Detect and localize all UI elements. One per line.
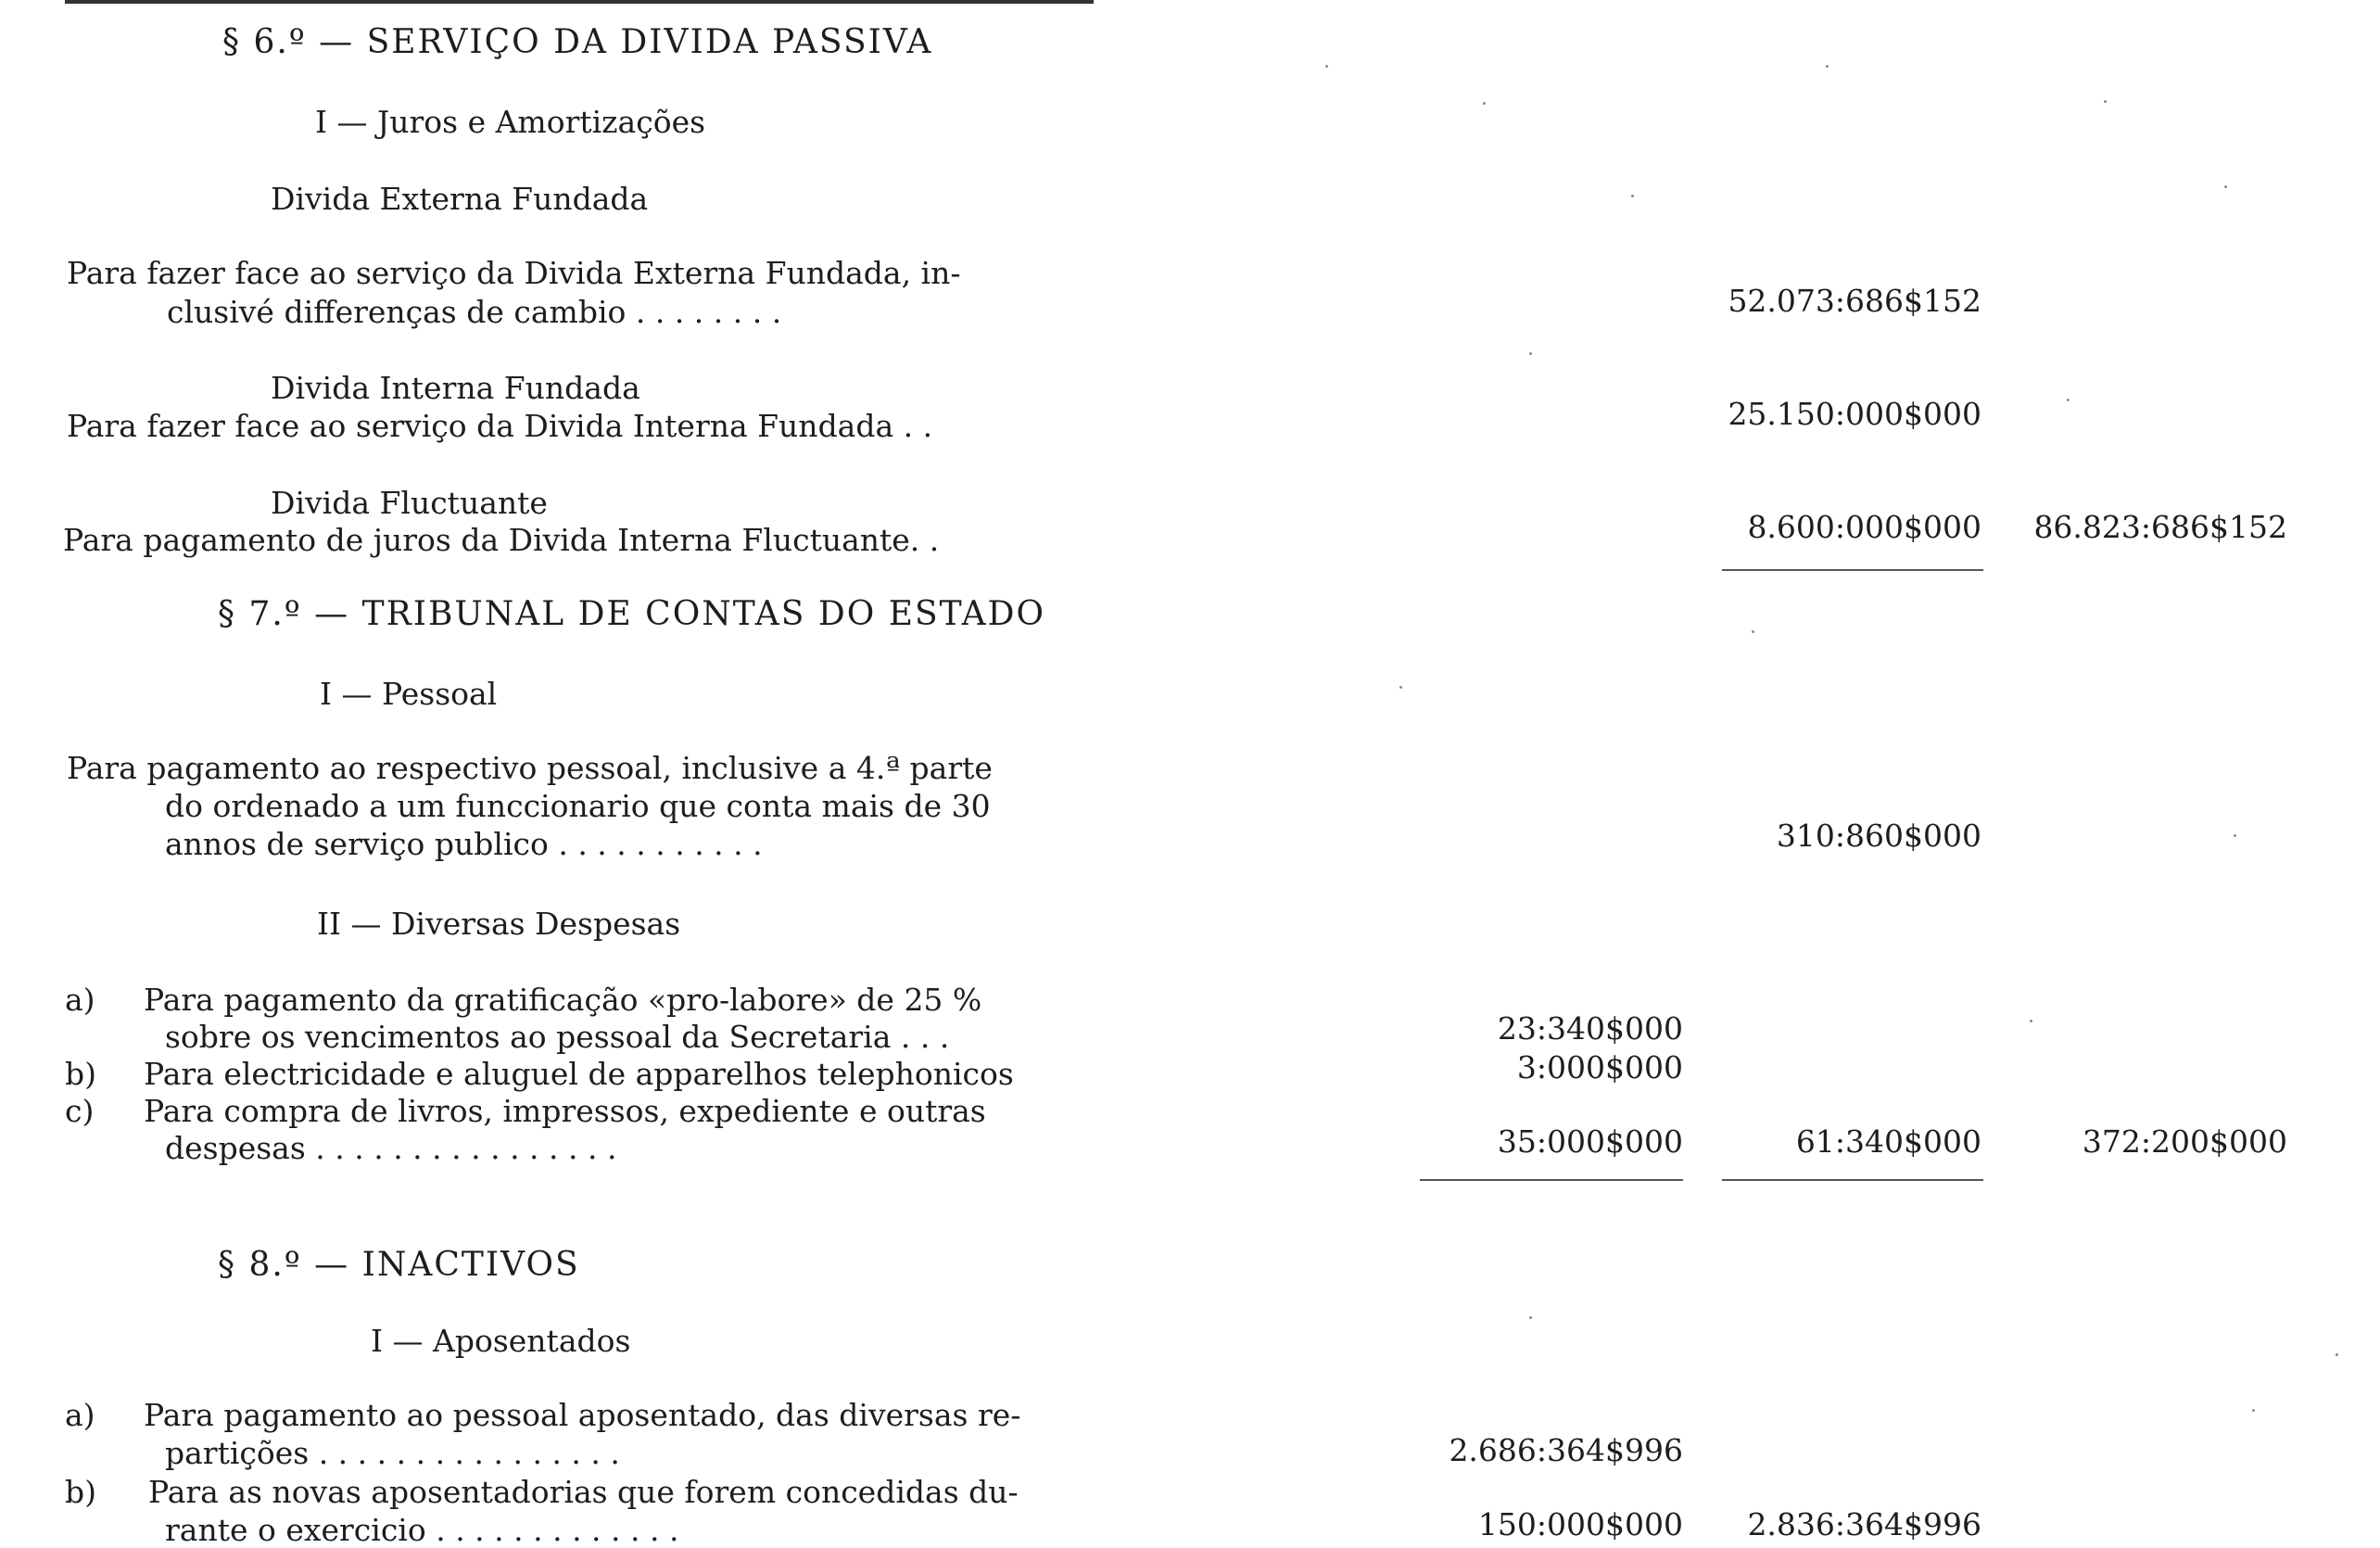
personnel-line1: Para pagamento ao respectivo pessoal, inclusive a 4.ª parte <box>67 750 993 786</box>
retired-a-label: a) <box>65 1397 95 1433</box>
retired-b-line2: rante o exercicio . . . . . . . . . . . . . <box>165 1512 679 1548</box>
section-6-subheading: I — Juros e Amortizações <box>315 104 706 140</box>
section-7-subheading-1: I — Pessoal <box>320 676 498 712</box>
section-6-underline <box>1722 569 1983 571</box>
scan-speck <box>1325 65 1328 68</box>
section-7-subtotal: 61:340$000 <box>1795 1123 1981 1160</box>
external-debt-line1: Para fazer face ao serviço da Divida Externa Fundada, in- <box>67 255 961 291</box>
section-6-heading: § 6.º — SERVIÇO DA DIVIDA PASSIVA <box>222 23 933 61</box>
retired-a-value: 2.686:364$996 <box>1449 1432 1683 1468</box>
internal-debt-heading: Divida Interna Fundada <box>271 370 640 406</box>
scan-speck <box>2067 399 2070 401</box>
item-a-label: a) <box>65 982 95 1018</box>
section-7-underline-left <box>1420 1179 1683 1181</box>
scan-speck <box>1529 352 1532 355</box>
scan-speck <box>2336 1353 2338 1356</box>
external-debt-value: 52.073:686$152 <box>1728 283 1981 319</box>
retired-b-value: 150:000$000 <box>1477 1506 1683 1542</box>
scan-speck <box>2104 100 2107 103</box>
section-8-subheading: I — Aposentados <box>371 1323 631 1359</box>
top-border-rule <box>65 0 1094 4</box>
section-7-heading: § 7.º — TRIBUNAL DE CONTAS DO ESTADO <box>218 595 1046 633</box>
item-c-line2: despesas . . . . . . . . . . . . . . . . <box>165 1130 617 1166</box>
section-7-total: 372:200$000 <box>2082 1123 2287 1160</box>
item-a-line1: Para pagamento da gratificação «pro-labore» de 25 % <box>144 982 982 1018</box>
scan-speck <box>1399 686 1402 689</box>
item-c-value: 35:000$000 <box>1497 1123 1683 1160</box>
floating-debt-line1: Para pagamento de juros da Divida Interna Fluctuante. . <box>63 522 940 558</box>
item-b-value: 3:000$000 <box>1516 1049 1683 1085</box>
item-b-line1: Para electricidade e aluguel de apparelhos telephonicos <box>144 1056 1014 1092</box>
section-6-total: 86.823:686$152 <box>2033 509 2287 545</box>
internal-debt-line1: Para fazer face ao serviço da Divida Interna Fundada . . <box>67 408 933 444</box>
retired-b-label: b) <box>65 1474 96 1510</box>
external-debt-heading: Divida Externa Fundada <box>271 181 649 217</box>
scan-speck <box>2224 185 2227 188</box>
item-b-label: b) <box>65 1056 96 1092</box>
section-7-underline-right <box>1722 1179 1983 1181</box>
personnel-line2: do ordenado a um funccionario que conta mais de 30 <box>165 788 991 824</box>
item-a-value: 23:340$000 <box>1497 1010 1683 1047</box>
retired-a-line1: Para pagamento ao pessoal aposentado, das diversas re- <box>144 1397 1021 1433</box>
scan-speck <box>1529 1316 1532 1319</box>
scan-speck <box>1826 65 1829 68</box>
scan-speck <box>1483 102 1486 105</box>
personnel-value: 310:860$000 <box>1776 818 1981 854</box>
scan-speck <box>2030 1020 2032 1022</box>
external-debt-line2: clusivé differenças de cambio . . . . . . . . <box>167 294 782 330</box>
floating-debt-value: 8.600:000$000 <box>1747 509 1981 545</box>
section-7-subheading-2: II — Diversas Despesas <box>317 906 681 942</box>
retired-b-line1: Para as novas aposentadorias que forem concedidas du- <box>148 1474 1019 1510</box>
item-a-line2: sobre os vencimentos ao pessoal da Secretaria . . . <box>165 1019 950 1055</box>
item-c-line1: Para compra de livros, impressos, expediente e outras <box>144 1093 986 1129</box>
section-8-heading: § 8.º — INACTIVOS <box>218 1246 580 1284</box>
scan-speck <box>2252 1409 2255 1412</box>
personnel-line3: annos de serviço publico . . . . . . . . . . . <box>165 826 763 862</box>
section-8-total: 2.836:364$996 <box>1747 1506 1981 1542</box>
scan-speck <box>1752 630 1754 633</box>
item-c-label: c) <box>65 1093 95 1129</box>
scan-speck <box>2234 834 2236 837</box>
scan-speck <box>1631 195 1634 197</box>
retired-a-line2: partições . . . . . . . . . . . . . . . . <box>165 1435 620 1471</box>
internal-debt-value: 25.150:000$000 <box>1728 396 1981 432</box>
floating-debt-heading: Divida Fluctuante <box>271 485 548 521</box>
